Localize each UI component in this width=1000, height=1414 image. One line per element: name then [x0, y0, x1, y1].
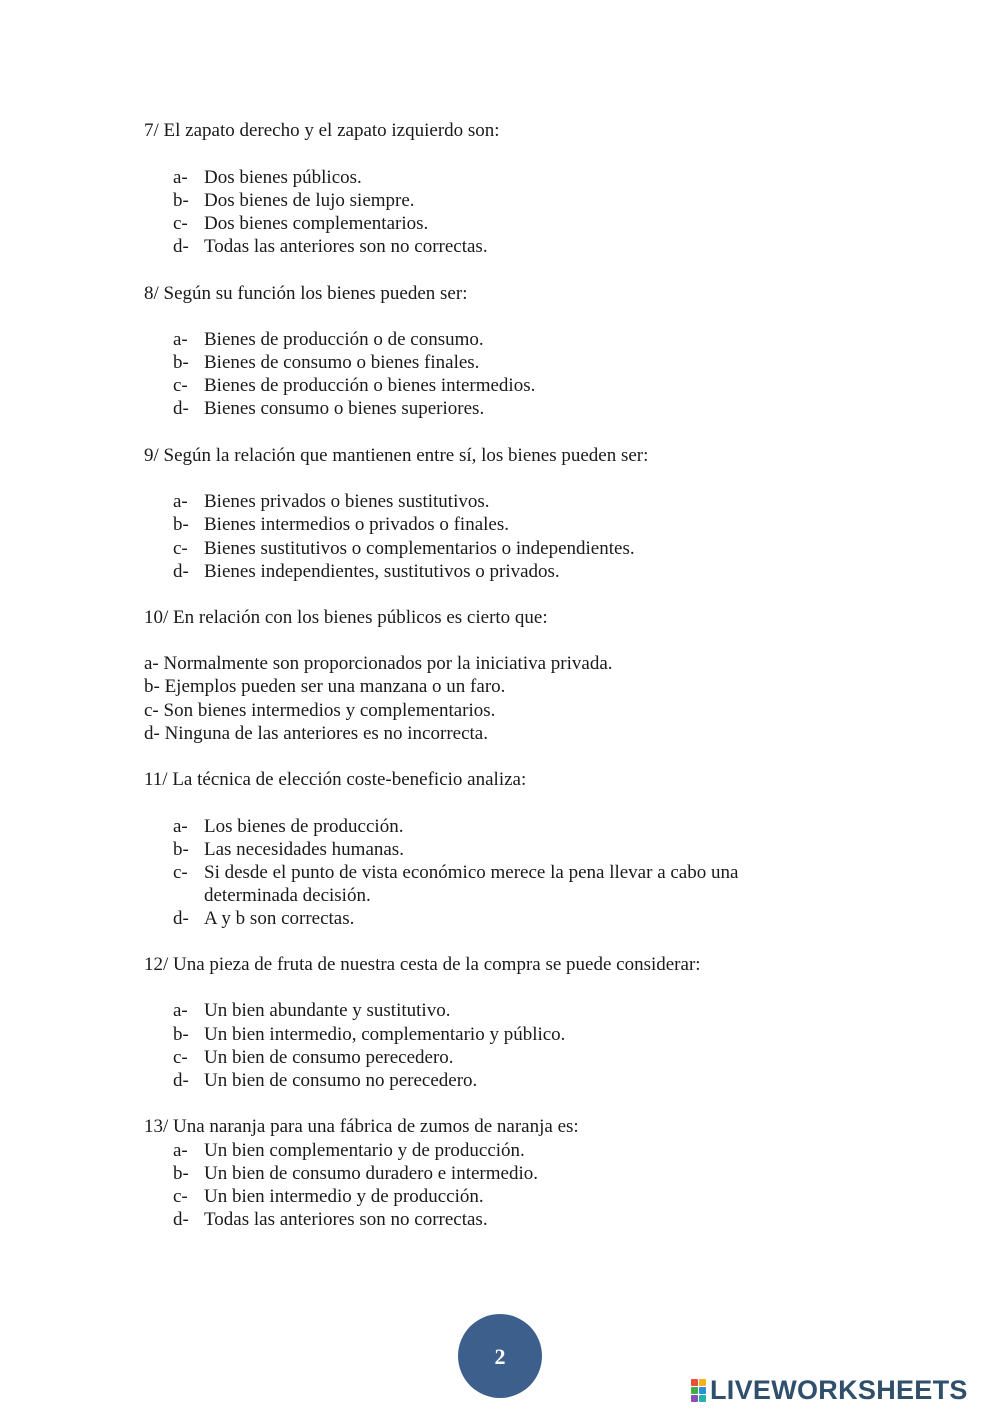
option-letter: a-: [173, 816, 188, 837]
option-text: Un bien de consumo perecedero.: [204, 1047, 454, 1068]
question-10-option-d: d- Ninguna de las anteriores es no incorrecta.: [144, 723, 488, 744]
option-text: A y b son correctas.: [204, 908, 355, 929]
option-text: Bienes de consumo o bienes finales.: [204, 352, 480, 373]
option-letter: c-: [173, 1047, 188, 1068]
question-9-option-d: [173, 560, 560, 583]
question-10-option-c: c- Son bienes intermedios y complementarios.: [144, 700, 496, 721]
question-12-option-d: [173, 1069, 477, 1092]
option-letter: d-: [173, 1209, 189, 1230]
question-11-option-b: [173, 838, 404, 861]
option-text: Todas las anteriores son no correctas.: [204, 1209, 488, 1230]
question-7-option-b: [173, 189, 415, 212]
question-13-option-d: [173, 1208, 488, 1231]
option-letter: a-: [173, 329, 188, 350]
logo-tile: [699, 1379, 706, 1386]
option-text: Todas las anteriores son no correctas.: [204, 236, 488, 257]
option-letter: b-: [173, 839, 189, 860]
liveworksheets-logo-icon: [691, 1379, 706, 1402]
question-7-option-d: [173, 235, 488, 258]
option-letter: d-: [173, 398, 189, 419]
question-12-option-a: [173, 999, 450, 1022]
option-letter: c-: [173, 538, 188, 559]
option-letter: b-: [173, 352, 189, 373]
option-text: Un bien de consumo no perecedero.: [204, 1070, 478, 1091]
question-9-option-a: [173, 490, 490, 513]
option-text: Bienes de producción o de consumo.: [204, 329, 484, 350]
option-letter: b-: [173, 1024, 189, 1045]
option-letter: c-: [173, 213, 188, 234]
logo-tile: [699, 1387, 706, 1394]
option-letter: d-: [173, 1070, 189, 1091]
option-letter: a-: [173, 167, 188, 188]
question-8-title: 8/ Según su función los bienes pueden ser:: [144, 283, 468, 304]
option-letter: a-: [173, 1000, 188, 1021]
option-text: Un bien intermedio y de producción.: [204, 1186, 484, 1207]
option-text: Un bien de consumo duradero e intermedio.: [204, 1163, 538, 1184]
option-text: Bienes consumo o bienes superiores.: [204, 398, 485, 419]
question-7-title: 7/ El zapato derecho y el zapato izquierdo son:: [144, 120, 500, 141]
question-13-option-c: [173, 1185, 484, 1208]
page-number: 2: [494, 1343, 506, 1369]
question-11-title: 11/ La técnica de elección coste-beneficio analiza:: [144, 769, 527, 790]
question-13-option-b: [173, 1162, 538, 1185]
question-8-option-c: [173, 374, 535, 397]
question-13-option-a: [173, 1139, 525, 1162]
question-12-title: 12/ Una pieza de fruta de nuestra cesta de la compra se puede considerar:: [144, 954, 701, 975]
option-text: Bienes independientes, sustitutivos o privados.: [204, 561, 560, 582]
liveworksheets-logo: [691, 1375, 968, 1405]
question-13-title: 13/ Una naranja para una fábrica de zumos de naranja es:: [144, 1116, 579, 1137]
brand-name: LIVEWORKSHEETS: [710, 1374, 968, 1405]
question-11-option-c-continuation: determinada decisión.: [204, 885, 371, 906]
logo-tile: [691, 1395, 698, 1402]
question-11-option-c: [173, 861, 738, 884]
option-letter: b-: [173, 190, 189, 211]
option-letter: a-: [173, 491, 188, 512]
logo-tile: [691, 1379, 698, 1386]
option-text: Dos bienes públicos.: [204, 167, 362, 188]
logo-tile: [691, 1387, 698, 1394]
question-12-option-b: [173, 1023, 565, 1046]
question-10-option-a: a- Normalmente son proporcionados por la iniciativa privada.: [144, 653, 613, 674]
option-letter: c-: [173, 375, 188, 396]
question-11-option-a: [173, 815, 403, 838]
option-text: Dos bienes de lujo siempre.: [204, 190, 415, 211]
option-text: Si desde el punto de vista económico merece la pena llevar a cabo una: [204, 862, 739, 883]
option-letter: b-: [173, 1163, 189, 1184]
option-text: Las necesidades humanas.: [204, 839, 404, 860]
option-text: Bienes de producción o bienes intermedios.: [204, 375, 536, 396]
question-10-option-b: b- Ejemplos pueden ser una manzana o un faro.: [144, 676, 506, 697]
option-text: Un bien intermedio, complementario y público.: [204, 1024, 566, 1045]
option-text: Dos bienes complementarios.: [204, 213, 429, 234]
option-text: Bienes sustitutivos o complementarios o independientes.: [204, 538, 635, 559]
option-letter: a-: [173, 1140, 188, 1161]
question-8-option-b: [173, 351, 479, 374]
question-7-option-a: [173, 166, 362, 189]
option-text: Bienes privados o bienes sustitutivos.: [204, 491, 490, 512]
page-number-badge: [458, 1314, 542, 1398]
option-letter: b-: [173, 514, 189, 535]
question-7-option-c: [173, 212, 428, 235]
logo-tile: [699, 1395, 706, 1402]
option-letter: d-: [173, 908, 189, 929]
question-8-option-a: [173, 328, 484, 351]
option-text: Bienes intermedios o privados o finales.: [204, 514, 509, 535]
option-text: Un bien complementario y de producción.: [204, 1140, 525, 1161]
option-text: Los bienes de producción.: [204, 816, 404, 837]
option-text: Un bien abundante y sustitutivo.: [204, 1000, 451, 1021]
question-9-title: 9/ Según la relación que mantienen entre sí, los bienes pueden ser:: [144, 445, 649, 466]
option-letter: c-: [173, 862, 188, 883]
question-11-option-d: [173, 907, 354, 930]
option-letter: c-: [173, 1186, 188, 1207]
question-10-title: 10/ En relación con los bienes públicos es cierto que:: [144, 607, 548, 628]
question-8-option-d: [173, 397, 484, 420]
question-9-option-c: [173, 537, 635, 560]
option-letter: d-: [173, 561, 189, 582]
question-9-option-b: [173, 513, 509, 536]
option-letter: d-: [173, 236, 189, 257]
question-12-option-c: [173, 1046, 454, 1069]
